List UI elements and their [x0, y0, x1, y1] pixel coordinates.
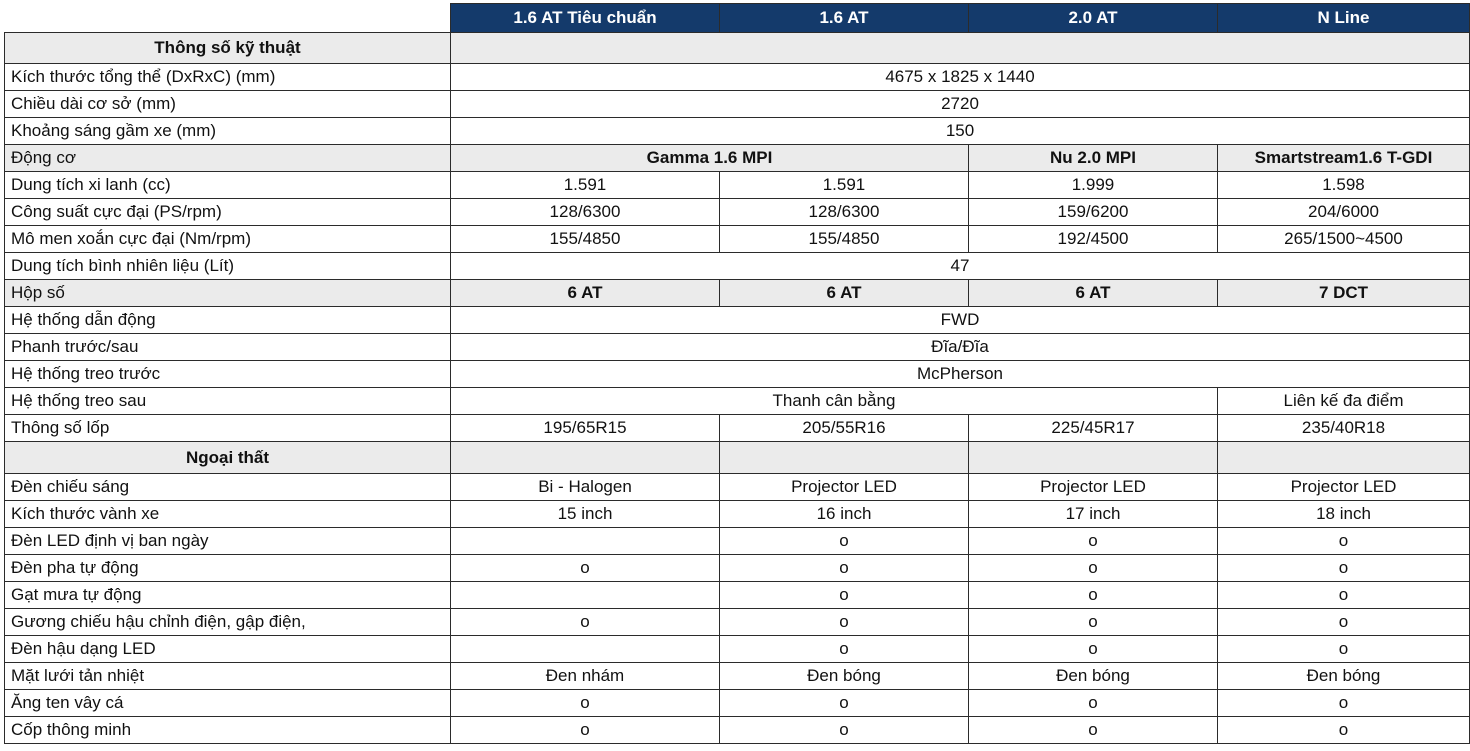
table-row [5, 118, 1470, 145]
row-value: Gamma 1.6 MPI [451, 145, 969, 172]
row-value: 7 DCT [1218, 280, 1470, 307]
row-value: 1.591 [720, 172, 969, 199]
row-label: Dung tích bình nhiên liệu (Lít) [5, 253, 451, 280]
row-value: o [720, 582, 969, 609]
row-value: Đen bóng [1218, 663, 1470, 690]
row-value: 4675 x 1825 x 1440 [451, 64, 1470, 91]
row-value: o [1218, 528, 1470, 555]
row-value: o [720, 555, 969, 582]
table-row [5, 91, 1470, 118]
row-label: Thông số lốp [5, 415, 451, 442]
table-row [5, 415, 1470, 442]
row-value: 6 AT [720, 280, 969, 307]
table-row [5, 474, 1470, 501]
row-value: o [969, 609, 1218, 636]
table-row [5, 253, 1470, 280]
row-value: 159/6200 [969, 199, 1218, 226]
table-row [5, 501, 1470, 528]
row-value: Đen bóng [720, 663, 969, 690]
row-label: Phanh trước/sau [5, 334, 451, 361]
row-value: o [720, 717, 969, 744]
table-row [5, 717, 1470, 744]
row-value: 192/4500 [969, 226, 1218, 253]
table-row [5, 609, 1470, 636]
table-row [5, 199, 1470, 226]
row-value: Smartstream1.6 T-GDI [1218, 145, 1470, 172]
section-filler [451, 442, 720, 474]
row-value: 225/45R17 [969, 415, 1218, 442]
row-value: o [451, 555, 720, 582]
row-label: Hệ thống dẫn động [5, 307, 451, 334]
column-header-16at-standard: 1.6 AT Tiêu chuẩn [451, 4, 720, 33]
row-value: o [720, 528, 969, 555]
header-corner-cell [5, 4, 451, 33]
table-row [5, 663, 1470, 690]
row-value: Bi - Halogen [451, 474, 720, 501]
table-row [5, 555, 1470, 582]
row-value: Projector LED [1218, 474, 1470, 501]
section-filler [1218, 442, 1470, 474]
row-value: Đen bóng [969, 663, 1218, 690]
spec-table [4, 3, 1470, 744]
table-row [5, 145, 1470, 172]
table-row [5, 690, 1470, 717]
row-value: o [969, 555, 1218, 582]
row-value: 47 [451, 253, 1470, 280]
table-row [5, 636, 1470, 663]
table-row [5, 528, 1470, 555]
section-header-specs [5, 33, 1470, 64]
row-label: Cốp thông minh [5, 717, 451, 744]
table-row [5, 582, 1470, 609]
row-value: Đen nhám [451, 663, 720, 690]
row-label: Hệ thống treo trước [5, 361, 451, 388]
row-value: o [451, 609, 720, 636]
table-row [5, 226, 1470, 253]
section-filler [720, 442, 969, 474]
row-value: Projector LED [720, 474, 969, 501]
row-label: Hệ thống treo sau [5, 388, 451, 415]
row-label: Gương chiếu hậu chỉnh điện, gập điện, [5, 609, 451, 636]
row-value: o [1218, 582, 1470, 609]
section-filler [969, 442, 1218, 474]
row-value: Nu 2.0 MPI [969, 145, 1218, 172]
column-header-20at: 2.0 AT [969, 4, 1218, 33]
row-label: Ăng ten vây cá [5, 690, 451, 717]
row-value: 6 AT [969, 280, 1218, 307]
row-value: o [1218, 555, 1470, 582]
row-value: o [1218, 717, 1470, 744]
row-value: 155/4850 [451, 226, 720, 253]
table-row [5, 172, 1470, 199]
row-value: 2720 [451, 91, 1470, 118]
row-value: o [720, 690, 969, 717]
row-value: o [969, 582, 1218, 609]
row-value: o [969, 636, 1218, 663]
row-value: 128/6300 [720, 199, 969, 226]
table-row [5, 64, 1470, 91]
row-value: 155/4850 [720, 226, 969, 253]
column-header-16at: 1.6 AT [720, 4, 969, 33]
row-value: o [969, 690, 1218, 717]
row-value: 150 [451, 118, 1470, 145]
row-value: o [451, 717, 720, 744]
row-value: Projector LED [969, 474, 1218, 501]
row-value: o [720, 609, 969, 636]
section-filler [451, 33, 1470, 64]
row-value: Liên kế đa điểm [1218, 388, 1470, 415]
row-label: Đèn pha tự động [5, 555, 451, 582]
row-label: Chiều dài cơ sở (mm) [5, 91, 451, 118]
row-label: Công suất cực đại (PS/rpm) [5, 199, 451, 226]
row-value: 1.591 [451, 172, 720, 199]
row-value [451, 582, 720, 609]
table-row [5, 307, 1470, 334]
row-value: o [1218, 636, 1470, 663]
row-label: Đèn hậu dạng LED [5, 636, 451, 663]
row-label: Động cơ [5, 145, 451, 172]
row-value: FWD [451, 307, 1470, 334]
row-label: Mô men xoắn cực đại (Nm/rpm) [5, 226, 451, 253]
table-row [5, 280, 1470, 307]
table-row [5, 388, 1470, 415]
row-value: o [1218, 609, 1470, 636]
row-value: 17 inch [969, 501, 1218, 528]
row-label: Gạt mưa tự động [5, 582, 451, 609]
table-row [5, 334, 1470, 361]
column-header-n-line: N Line [1218, 4, 1470, 33]
row-value: 18 inch [1218, 501, 1470, 528]
row-label: Đèn chiếu sáng [5, 474, 451, 501]
row-value: 205/55R16 [720, 415, 969, 442]
row-value: McPherson [451, 361, 1470, 388]
row-value: 1.598 [1218, 172, 1470, 199]
row-value: 16 inch [720, 501, 969, 528]
row-value: 1.999 [969, 172, 1218, 199]
row-value: 15 inch [451, 501, 720, 528]
row-label: Dung tích xi lanh (cc) [5, 172, 451, 199]
row-value: o [969, 528, 1218, 555]
row-label: Khoảng sáng gầm xe (mm) [5, 118, 451, 145]
row-label: Hộp số [5, 280, 451, 307]
row-value: 128/6300 [451, 199, 720, 226]
row-value: o [969, 717, 1218, 744]
row-value: o [720, 636, 969, 663]
section-title-specs: Thông số kỹ thuật [5, 33, 451, 64]
row-value: Thanh cân bằng [451, 388, 1218, 415]
row-value: 265/1500~4500 [1218, 226, 1470, 253]
section-header-exterior [5, 442, 1470, 474]
row-value: Đĩa/Đĩa [451, 334, 1470, 361]
row-label: Mặt lưới tản nhiệt [5, 663, 451, 690]
row-label: Kích thước tổng thể (DxRxC) (mm) [5, 64, 451, 91]
row-value: 195/65R15 [451, 415, 720, 442]
row-value: o [1218, 690, 1470, 717]
row-value [451, 528, 720, 555]
row-value: 6 AT [451, 280, 720, 307]
row-value: o [451, 690, 720, 717]
row-value: 204/6000 [1218, 199, 1470, 226]
section-title-exterior: Ngoại thất [5, 442, 451, 474]
table-row [5, 361, 1470, 388]
row-label: Đèn LED định vị ban ngày [5, 528, 451, 555]
row-value [451, 636, 720, 663]
row-label: Kích thước vành xe [5, 501, 451, 528]
row-value: 235/40R18 [1218, 415, 1470, 442]
table-header-row [5, 4, 1470, 33]
